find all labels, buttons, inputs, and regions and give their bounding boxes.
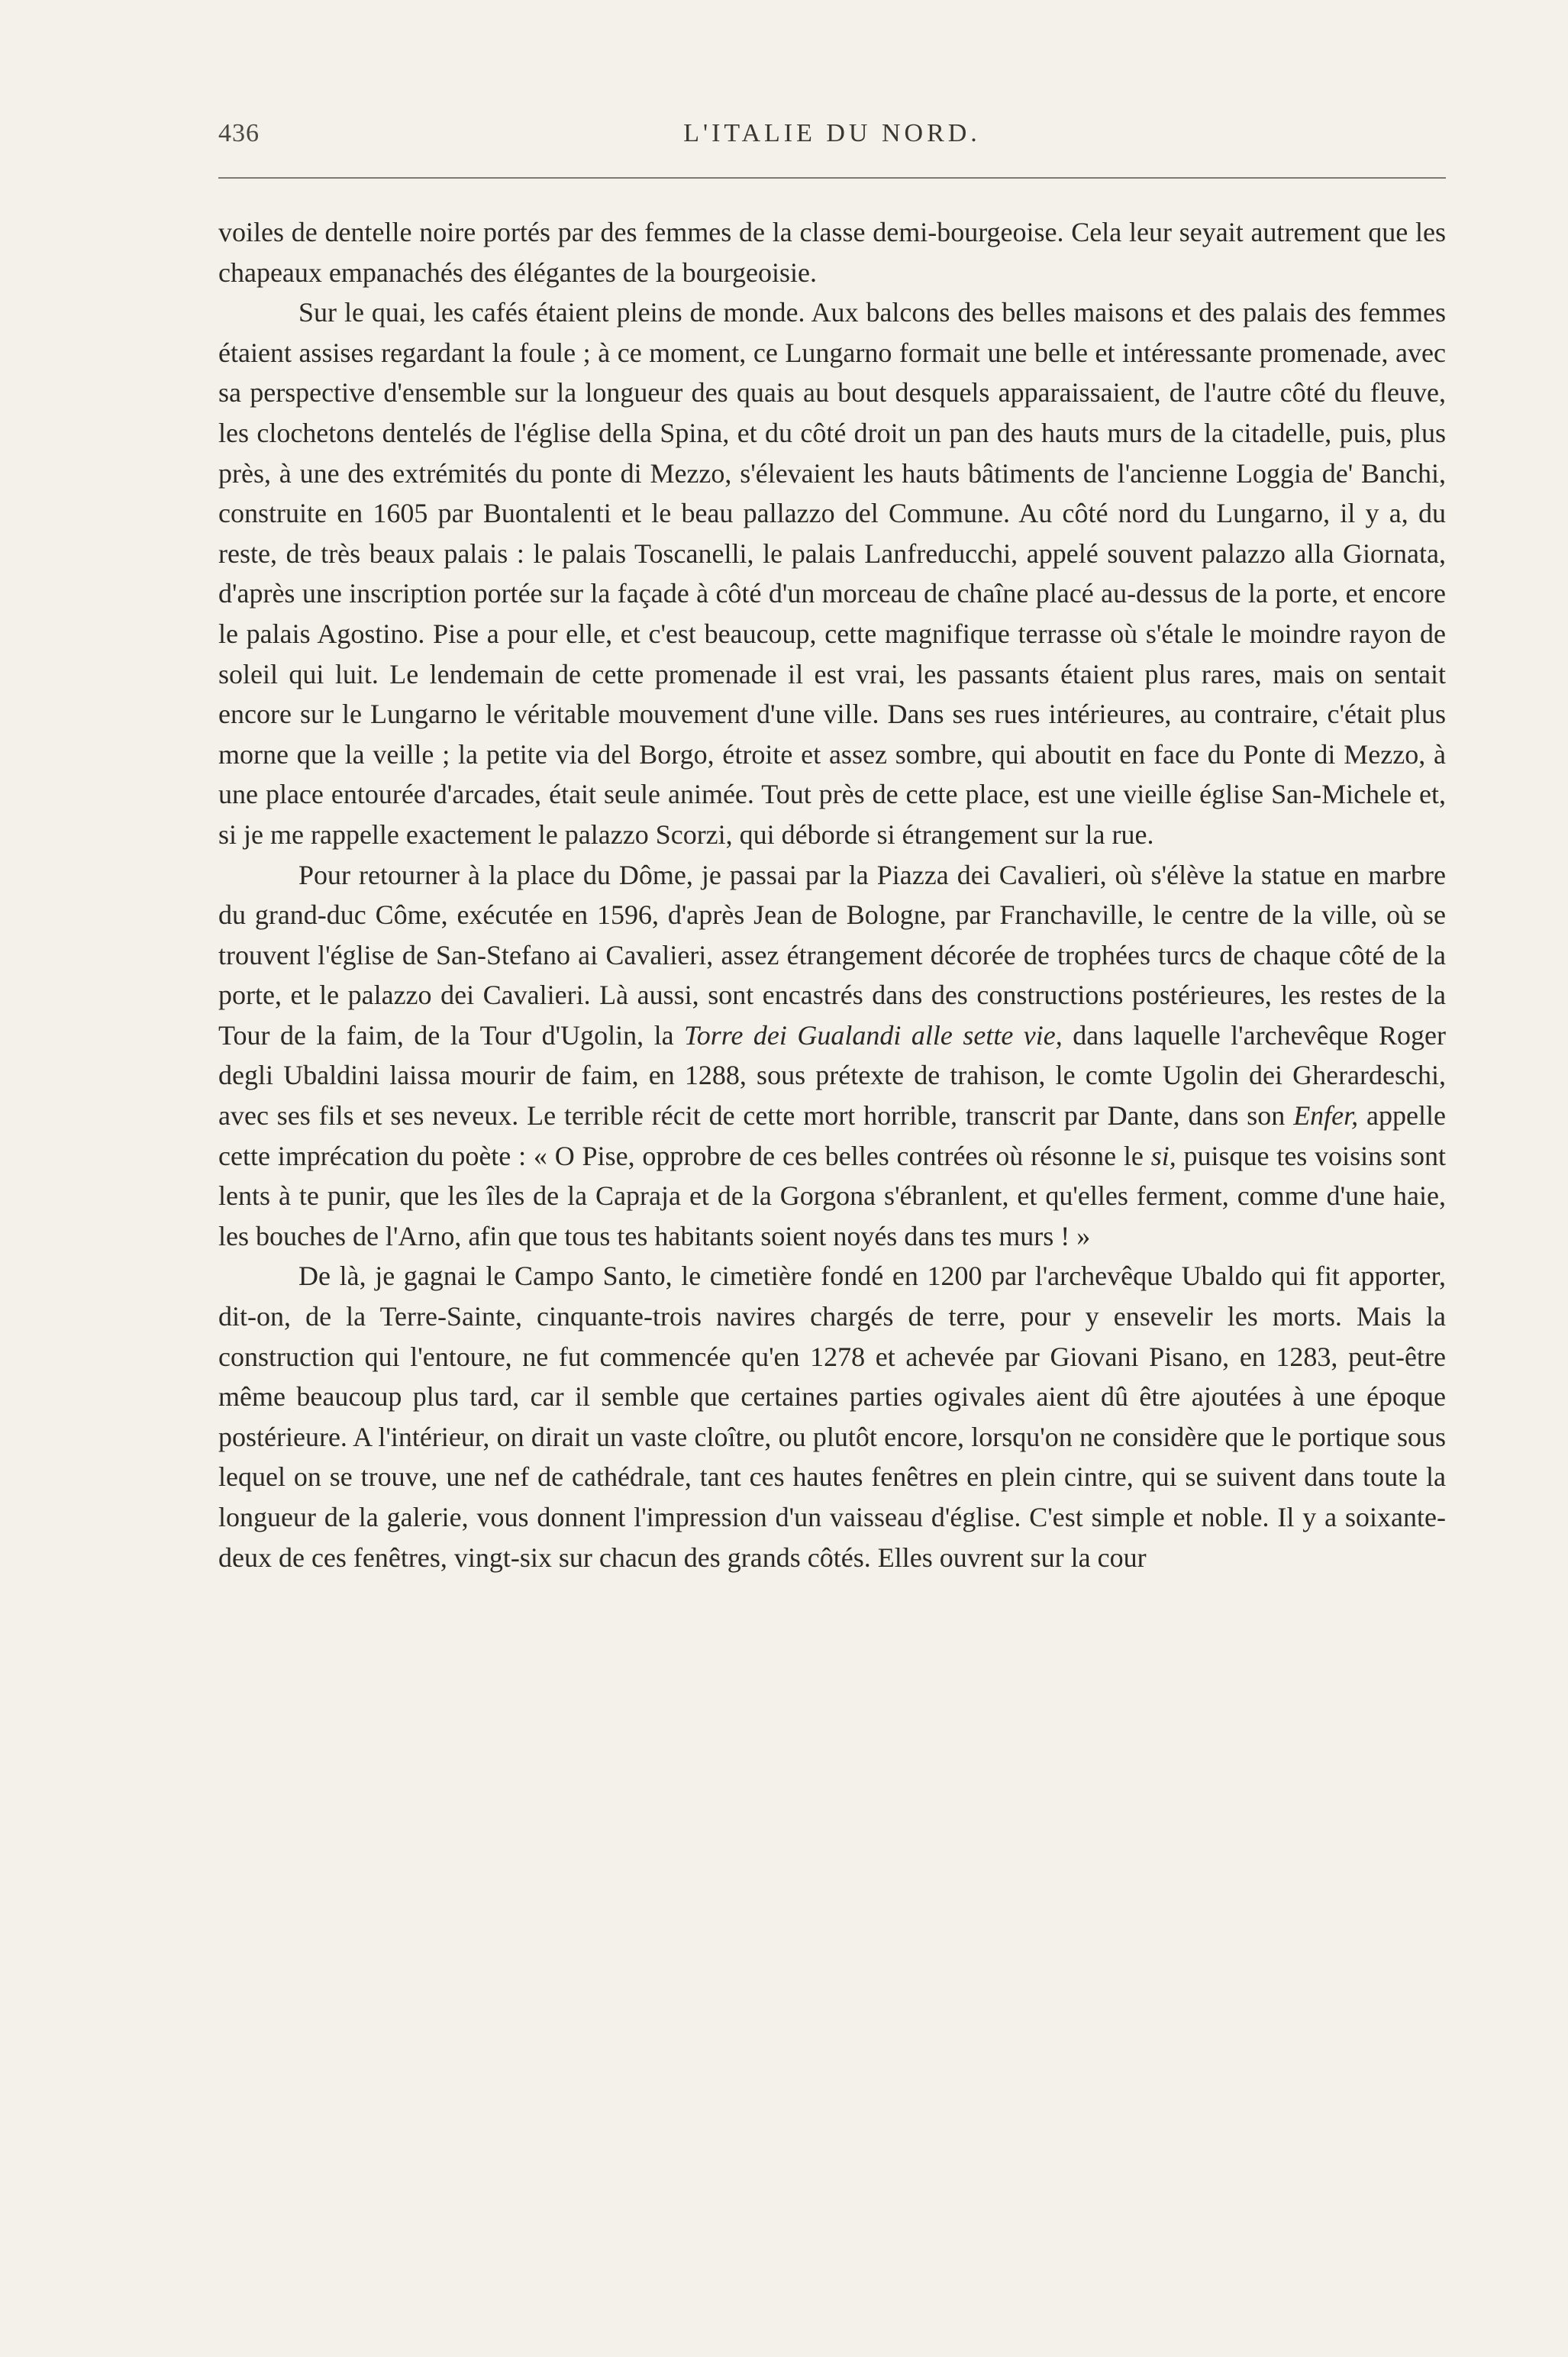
paragraph-3-run-1: Pour retourner à la place du Dôme, je passai par la Piazza dei Cavalieri, où s'élève la statue en marbre du grand-duc Côme, exécutée en 1596, d'après Jean de Bologne, par Franchaville, le centre de la ville, où se trouvent l'église de San-Stefano ai Cavalieri, assez étrangement décorée de trophées turcs de chaque côté de la porte, et le palazzo dei Cavalieri. Là aussi, sont encastrés dans des constructions postérieures, les restes de la Tour de la faim, de la Tour d'Ugolin, la (218, 859, 1446, 1051)
paragraph-2 (218, 292, 1446, 854)
paragraph-3-run-3: dans laquelle l'archevêque Roger degli Ubaldini laissa mourir de faim, en 1288, sous prétexte de trahison, le comte Ugolin dei Gherardeschi, avec ses fils et ses neveux. Le terrible récit de cette mort horrible, transcrit par Dante, dans son (218, 1019, 1446, 1132)
page-header (218, 116, 1446, 154)
header-rule (218, 177, 1446, 179)
paragraph-3 (218, 855, 1446, 1257)
paragraph-3-run-7: puisque tes voisins sont lents à te punir, que les îles de la Capraja et de la Gorgona s'ébranlent, et qu'elles ferment, comme d'une haie, les bouches de l'Arno, afin que tous tes habitants soient noyés dans tes murs ! » (218, 1140, 1446, 1251)
running-title: L'ITALIE DU NORD. (683, 119, 981, 147)
body-text (218, 212, 1446, 1577)
page-number: 436 (218, 119, 260, 147)
paragraph-3-italic-si: si, (1150, 1140, 1176, 1171)
paragraph-1-run-1: voiles de dentelle noire portés par des femmes de la classe demi-bourgeoise. Cela leur seyait autrement que les chapeaux empanachés des élégantes de la bourgeoisie. (218, 217, 1446, 288)
paragraph-3-italic-enfer: Enfer, (1293, 1100, 1359, 1132)
paragraph-2-run-1: Sur le quai, les cafés étaient pleins de monde. Aux balcons des belles maisons et des palais des femmes étaient assises regardant la foule ; à ce moment, ce Lungarno formait une belle et intéressante promenade, avec sa perspective d'ensemble sur la longueur des quais au bout desquels apparaissaient, de l'autre côté du fleuve, les clochetons dentelés de l'église della Spina, et du côté droit un pan des hauts murs de la citadelle, puis, plus près, à une des extrémités du ponte di Mezzo, s'élevaient les hauts bâtiments de l'ancienne Loggia de' Banchi, construite en 1605 par Buontalenti et le beau pallazzo del Commune. Au côté nord du Lungarno, il y a, du reste, de très beaux palais : le palais Toscanelli, le palais Lanfreducchi, appelé souvent palazzo alla Giornata, d'après une inscription portée sur la façade à côté d'un morceau de chaîne placé au-dessus de la porte, et encore le palais Agostino. Pise a pour elle, et c'est beaucoup, cette magnifique terrasse où s'étale le moindre rayon de soleil qui luit. Le lendemain de cette promenade il est vrai, les passants étaient plus rares, mais on sentait encore sur le Lungarno le véritable mouvement d'une ville. Dans ses rues intérieures, au contraire, c'était plus morne que la veille ; la petite via del Borgo, étroite et assez sombre, qui aboutit en face du Ponte di Mezzo, à une place entourée d'arcades, était seule animée. Tout près de cette place, est une vieille église San-Michele et, si je me rappelle exactement le palazzo Scorzi, qui déborde si étrangement sur la rue. (218, 297, 1446, 850)
paragraph-1 (218, 212, 1446, 292)
paragraph-4-run-1: De là, je gagnai le Campo Santo, le cimetière fondé en 1200 par l'archevêque Ubaldo qui fit apporter, dit-on, de la Terre-Sainte, cinquante-trois navires chargés de terre, pour y ensevelir les morts. Mais la construction qui l'entoure, ne fut commencée qu'en 1278 et achevée par Giovani Pisano, en 1283, peut-être même beaucoup plus tard, car il semble que certaines parties ogivales aient dû être ajoutées à une époque postérieure. A l'intérieur, on dirait un vaste cloître, ou plutôt encore, lorsqu'on ne considère que le portique sous lequel on se trouve, une nef de cathédrale, tant ces hautes fenêtres en plein cintre, qui se suivent dans toute la longueur de la galerie, vous donnent l'impression d'un vaisseau d'église. C'est simple et noble. Il y a soixante-deux de ces fenêtres, vingt-six sur chacun des grands côtés. Elles ouvrent sur la cour (218, 1261, 1446, 1573)
paragraph-3-run-5: appelle cette imprécation du poète : « O Pise, opprobre de ces belles contrées où résonne le (218, 1100, 1446, 1171)
paragraph-4 (218, 1256, 1446, 1577)
paragraph-3-italic-torre: Torre dei Gualandi alle sette vie, (684, 1019, 1063, 1051)
